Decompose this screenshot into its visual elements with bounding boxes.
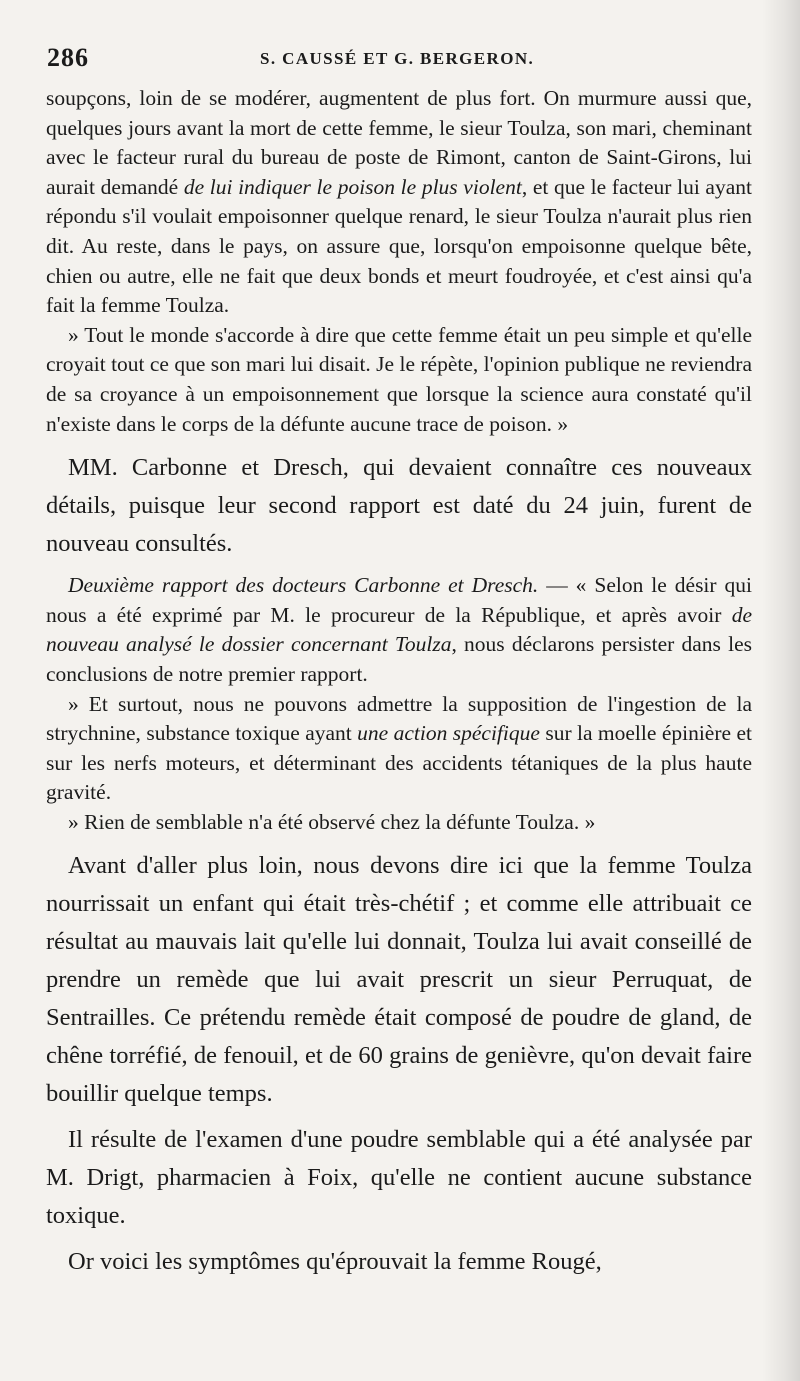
paragraph-strychnine (46, 690, 752, 808)
paragraph-quote-1 (46, 84, 752, 321)
page-number: 286 (47, 43, 89, 72)
italic-text: de nouveau analysé le dossier concernant Toulza (46, 602, 752, 657)
paragraph-quote-2 (46, 321, 752, 439)
text-run: , nous déclarons persister dans les conclusions de notre premier rapport. (46, 632, 752, 686)
text-run: — « Selon le désir qui nous a été exprimé par M. le procureur de la République, et après avoir (46, 573, 752, 627)
text-run: » Et surtout, nous ne pouvons admettre la supposition de l'ingestion de la strychnine, substance toxique ayant (46, 691, 752, 746)
paragraph-second-report (46, 571, 752, 689)
italic-text: Deuxième rapport des docteurs Carbonne et Dresch. (68, 573, 539, 598)
paragraph-nothing-similar (46, 808, 752, 838)
text-run: Or voici les symptômes qu'éprouvait la femme Rougé, (68, 1248, 602, 1276)
text-run: Avant d'aller plus loin, nous devons dire ici que la femme Toulza nourrissait un enfant qui était très-chétif ; et comme elle attribuait ce résultat au mauvais lait qu'elle lui donnait, Toulza lui avait conseillé de prendre un remède que lui avait prescrit un sieur Perruquat, de Sentrailles. Ce prétendu remède était composé de poudre de gland, de chêne torréfié, de fenouil, et de 60 grains de genièvre, qu'on devait faire bouillir quelque temps. (46, 852, 752, 1108)
text-run: soupçons, loin de se modérer, augmentent de plus fort. On murmure aussi que, quelques jours avant la mort de cette femme, le sieur Toulza, son mari, cheminant avec le facteur rural du bureau de poste de Rimont, canton de Saint-Girons, lui aurait demandé (46, 86, 752, 199)
paragraph-symptoms (46, 1243, 752, 1281)
italic-text: une action spécifique (357, 721, 540, 746)
paragraph-remedy (46, 847, 752, 1113)
page-header (47, 40, 747, 80)
text-run: Il résulte de l'examen d'une poudre semblable qui a été analysée par M. Drigt, pharmacien à Foix, qu'elle ne contient aucune substance toxique. (46, 1126, 752, 1230)
text-run: sur la moelle épinière et sur les nerfs moteurs, et déterminant des accidents tétaniques de la plus haute gravité. (46, 721, 752, 805)
text-run: , et que le facteur lui ayant répondu s'il voulait empoisonner quelque renard, le sieur Toulza n'aurait plus rien dit. Au reste, dans le pays, on assure que, lorsqu'on empoisonne quelque bête, chien ou autre, elle ne fait que deux bonds et meurt foudroyée, et c'est ainsi qu'a fait la femme Toulza. (46, 174, 752, 318)
paragraph-body-1 (46, 449, 752, 563)
facing-page-bleed (762, 0, 800, 1381)
paragraph-analysis (46, 1121, 752, 1235)
text-run: MM. Carbonne et Dresch, qui devaient connaître ces nouveaux détails, puisque leur second rapport est daté du 24 juin, furent de nouveau consultés. (46, 454, 752, 558)
text-run: » Tout le monde s'accorde à dire que cette femme était un peu simple et qu'elle croyait tout ce que son mari lui disait. Je le répète, l'opinion publique ne reviendra de sa croyance à un empoisonnement que lorsque la science aura constaté qu'il n'existe dans le corps de la défunte aucune trace de poison. » (46, 322, 752, 436)
italic-text: de lui indiquer le poison le plus violent (183, 174, 522, 199)
text-run: » Rien de semblable n'a été observé chez la défunte Toulza. » (68, 809, 596, 834)
text-block (46, 84, 752, 1281)
running-head: S. CAUSSÉ ET G. BERGERON. (260, 49, 535, 68)
